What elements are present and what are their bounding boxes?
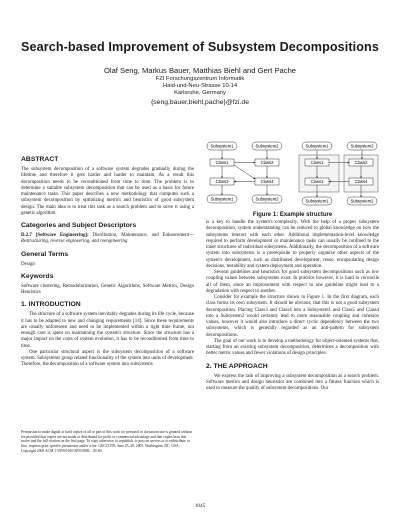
subsystem-label: Subsystem1 bbox=[305, 198, 329, 204]
categories-label: D.2.7 [Software Engineering]: bbox=[21, 233, 89, 238]
approach-text: We express the task of improving a subsystem decomposition as a search problem. Software metrics and design heuristics are combined into a fitness function which is used to measure the quality of subsystem decompositions. Our bbox=[206, 373, 379, 391]
categories-text bbox=[21, 233, 194, 246]
categories-heading: Categories and Subject Descriptors bbox=[21, 222, 137, 229]
subsystem-label: Subsystem1 bbox=[210, 196, 234, 202]
copyright-notice: Permission to make digital or hard copies of all or part of this work for personal or classroom use is granted without fee provided that copies are not made or distributed for profit or commercial advantage and that copies bear this notice and the full citation on the first page. To copy otherwise, to republish, to post on servers or to redistribute to lists, requires prior specific permission and/or a fee. GECCO'05, June 25–29, 2005, Washington, DC, USA. Copyright 2005 ACM 1-59593-010-8/05/0006 ...$5.00. bbox=[21, 430, 193, 453]
keywords-text: Software clustering, Remodularization, Genetic Algorithms, Software Metrics, Design Heuristics bbox=[21, 283, 194, 295]
body-paragraph-3: Consider for example the structure shown in Figure 1. In the first diagram, each class forms its own subsystem. It should be obvious, that this is not a good subsystem decomposition. Placing Class3 and Class4 into a Subsystem1 and Class5 and Class4 into a Subsystem2 would certainly lead to more reasonable coupling and cohesion values, however it would also introduce a direct cyclic dependency between the two subsystems, which is generally regarded as an anti-pattern for subsystem decompositions. bbox=[206, 295, 379, 338]
subsystem-label: Subsystem2 bbox=[350, 143, 374, 149]
subsystem-label: Subsystem2 bbox=[255, 143, 279, 149]
subsystem-label: Subsystem2 bbox=[255, 196, 279, 202]
class-label: Class2 bbox=[260, 160, 274, 165]
class-label: Class2 bbox=[354, 160, 368, 165]
abstract-text: The subsystem decomposition of a software system degrades gradually during the lifetime and therefore it gets harder and harder to maintain. As a result this decomposition needs to be reconditioned from time to time. The problem is to determine a suitable subsystem decomposition that can be used as a basis for future maintenance tasks. This paper describes a new methodology that computes such a subsystem decomposition by optimizing metrics and heuristics of good subsystem design. The main idea is to treat this task as a search problem and to solve it using a genetic algorithm. bbox=[21, 167, 194, 216]
figure-diagram-right bbox=[299, 142, 378, 205]
abstract-heading: ABSTRACT bbox=[21, 156, 59, 163]
approach-heading: 2. THE APPROACH bbox=[206, 362, 268, 370]
right-column bbox=[206, 220, 379, 392]
author-block bbox=[0, 66, 400, 107]
subsystem-label: Subsystem1 bbox=[305, 143, 329, 149]
page-number: 1045 bbox=[194, 503, 206, 509]
body-paragraph-4: The goal of our work is to develop a methodology for object-oriented systems that, starting from an existing subsystem decomposition, determines a decomposition with better metric values and fewer violations of design principles. bbox=[206, 338, 379, 357]
introduction-heading: 1. INTRODUCTION bbox=[21, 301, 81, 309]
author-email: {seng,bauer,biehl,pache}@fzi.de bbox=[151, 99, 249, 106]
categories-body: Distribution, Maintenance, and Enhancement— bbox=[88, 233, 194, 238]
paper-title: Search-based Improvement of Subsystem Decompositions bbox=[21, 40, 379, 54]
affiliation-line-3: Karlsruhe, Germany bbox=[174, 90, 226, 96]
class-label: Class4 bbox=[354, 179, 368, 184]
class-label: Class4 bbox=[260, 179, 274, 184]
body-paragraph-1: is a key to handle the system's complexity. With the help of a proper subsystem decomposition, system understanding can be reduced to global knowledge on how the subsystems interact with each other. Additional implementation-level knowledge required to perform development or maintenance tasks can usually be confined to the inner structures of individual subsystems. Additionally, the decomposition of a software system into subsystems is a prerequisite to properly organize other aspects of the system's development, such as distributed development, reuse, encapsulating design decisions, testability and system deployment and operation. bbox=[206, 220, 379, 269]
figure-caption: Figure 1: Example structure bbox=[252, 212, 333, 218]
left-column bbox=[21, 156, 194, 369]
subsystem-label: Subsystem2 bbox=[350, 198, 374, 204]
categories-italic: Restructuring, reverse engineering, and reengineering bbox=[21, 239, 128, 245]
class-label: Class3 bbox=[215, 179, 229, 184]
affiliation-line-2: Haid-und-Neu-Strasse 10-14 bbox=[162, 83, 238, 89]
figure-diagram-left bbox=[207, 142, 282, 203]
class-label: Class3 bbox=[310, 179, 324, 184]
subsystem-label: Subsystem1 bbox=[210, 143, 234, 149]
body-paragraph-2: Several guidelines and heuristics for good subsystem decompositions such as low coupling values between subsystems exist. In practice however, it is hard to reconcile all of them, since an improvement with respect to one guideline might lead to a degradation with respect to another. bbox=[206, 270, 379, 294]
general-terms-heading: General Terms bbox=[21, 250, 69, 258]
authors: Olaf Seng, Markus Bauer, Matthias Biehl and Gert Pache bbox=[103, 66, 297, 75]
general-terms-text: Design bbox=[21, 261, 35, 267]
introduction-paragraph-1: The structure of a software system inevitably degrades during its life cycle, because it has to be adapted to new and changing requirements [14]. Since these requirements are usually unforeseen and need to be implemented within a tight time frame, not enough care is spent on maintaining the system's structure. Since the structure has a major impact on the costs of system evolution, it has to be reconditioned from time to time. bbox=[21, 312, 194, 349]
class-label: Class1 bbox=[215, 160, 229, 165]
introduction-paragraph-2: One particular structural aspect is the subsystem decomposition of a software system. Subsystems group related functionality of the system into units of development. Therefore, the decomposition of a software system into subsystems bbox=[21, 349, 194, 368]
affiliation-line-1: FZI Forschungszentrum Informatik bbox=[155, 76, 245, 82]
example-structure-figure bbox=[206, 138, 379, 214]
class-label: Class1 bbox=[310, 160, 324, 165]
keywords-heading: Keywords bbox=[21, 272, 54, 280]
